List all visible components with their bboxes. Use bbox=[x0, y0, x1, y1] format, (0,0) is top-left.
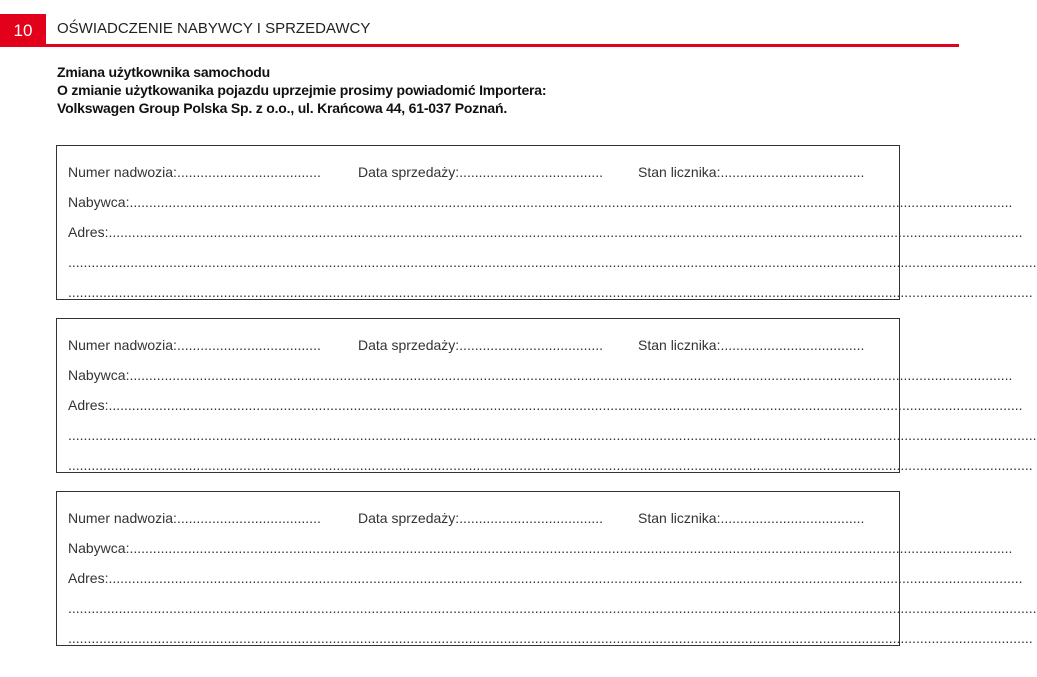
form-row-vehicle bbox=[68, 336, 891, 354]
intro-heading: Zmiana użytkownika samochodu bbox=[57, 64, 270, 80]
page-title: OŚWIADCZENIE NABYWCY I SPRZEDAWCY bbox=[57, 20, 371, 37]
address-line-3[interactable]: ........................................................................................................................................................................................................................................................ bbox=[68, 284, 1033, 300]
owner-change-form-3 bbox=[56, 491, 1037, 646]
form-row-vehicle bbox=[68, 163, 891, 181]
sale-date-field[interactable]: Data sprzedaży:..................................... bbox=[358, 164, 604, 180]
intro-text bbox=[57, 63, 546, 117]
address-line-2[interactable]: ......................................................................................................................................................................................................................................................... bbox=[68, 600, 1037, 616]
form-row-vehicle bbox=[68, 509, 891, 527]
page-number: 10 bbox=[0, 14, 46, 47]
vin-field[interactable]: Numer nadwozia:..................................... bbox=[68, 510, 321, 526]
buyer-field[interactable]: Nabywca:................................................................................................................................................................................................................................... bbox=[68, 194, 1013, 210]
owner-change-form-2 bbox=[56, 318, 1037, 473]
odometer-field[interactable]: Stan licznika:..................................... bbox=[638, 164, 865, 180]
buyer-field[interactable]: Nabywca:................................................................................................................................................................................................................................... bbox=[68, 367, 1013, 383]
address-line-2[interactable]: ......................................................................................................................................................................................................................................................... bbox=[68, 254, 1037, 270]
owner-change-form-1 bbox=[56, 145, 1037, 300]
intro-instruction: O zmianie użytkowanika pojazdu uprzejmie prosimy powiadomić Importera: bbox=[57, 82, 547, 98]
address-line-3[interactable]: ........................................................................................................................................................................................................................................................ bbox=[68, 630, 1033, 646]
header-rule bbox=[46, 44, 959, 47]
sale-date-field[interactable]: Data sprzedaży:..................................... bbox=[358, 337, 604, 353]
address-line-2[interactable]: ......................................................................................................................................................................................................................................................... bbox=[68, 427, 1037, 443]
importer-address: Volkswagen Group Polska Sp. z o.o., ul. Krańcowa 44, 61-037 Poznań. bbox=[57, 100, 508, 116]
address-field[interactable]: Adres:........................................................................................................................................................................................................................................... bbox=[68, 570, 1023, 586]
buyer-field[interactable]: Nabywca:................................................................................................................................................................................................................................... bbox=[68, 540, 1013, 556]
vin-field[interactable]: Numer nadwozia:..................................... bbox=[68, 337, 321, 353]
address-field[interactable]: Adres:........................................................................................................................................................................................................................................... bbox=[68, 224, 1023, 240]
address-field[interactable]: Adres:........................................................................................................................................................................................................................................... bbox=[68, 397, 1023, 413]
sale-date-field[interactable]: Data sprzedaży:..................................... bbox=[358, 510, 604, 526]
odometer-field[interactable]: Stan licznika:..................................... bbox=[638, 337, 865, 353]
vin-field[interactable]: Numer nadwozia:..................................... bbox=[68, 164, 321, 180]
address-line-3[interactable]: ........................................................................................................................................................................................................................................................ bbox=[68, 457, 1033, 473]
odometer-field[interactable]: Stan licznika:..................................... bbox=[638, 510, 865, 526]
